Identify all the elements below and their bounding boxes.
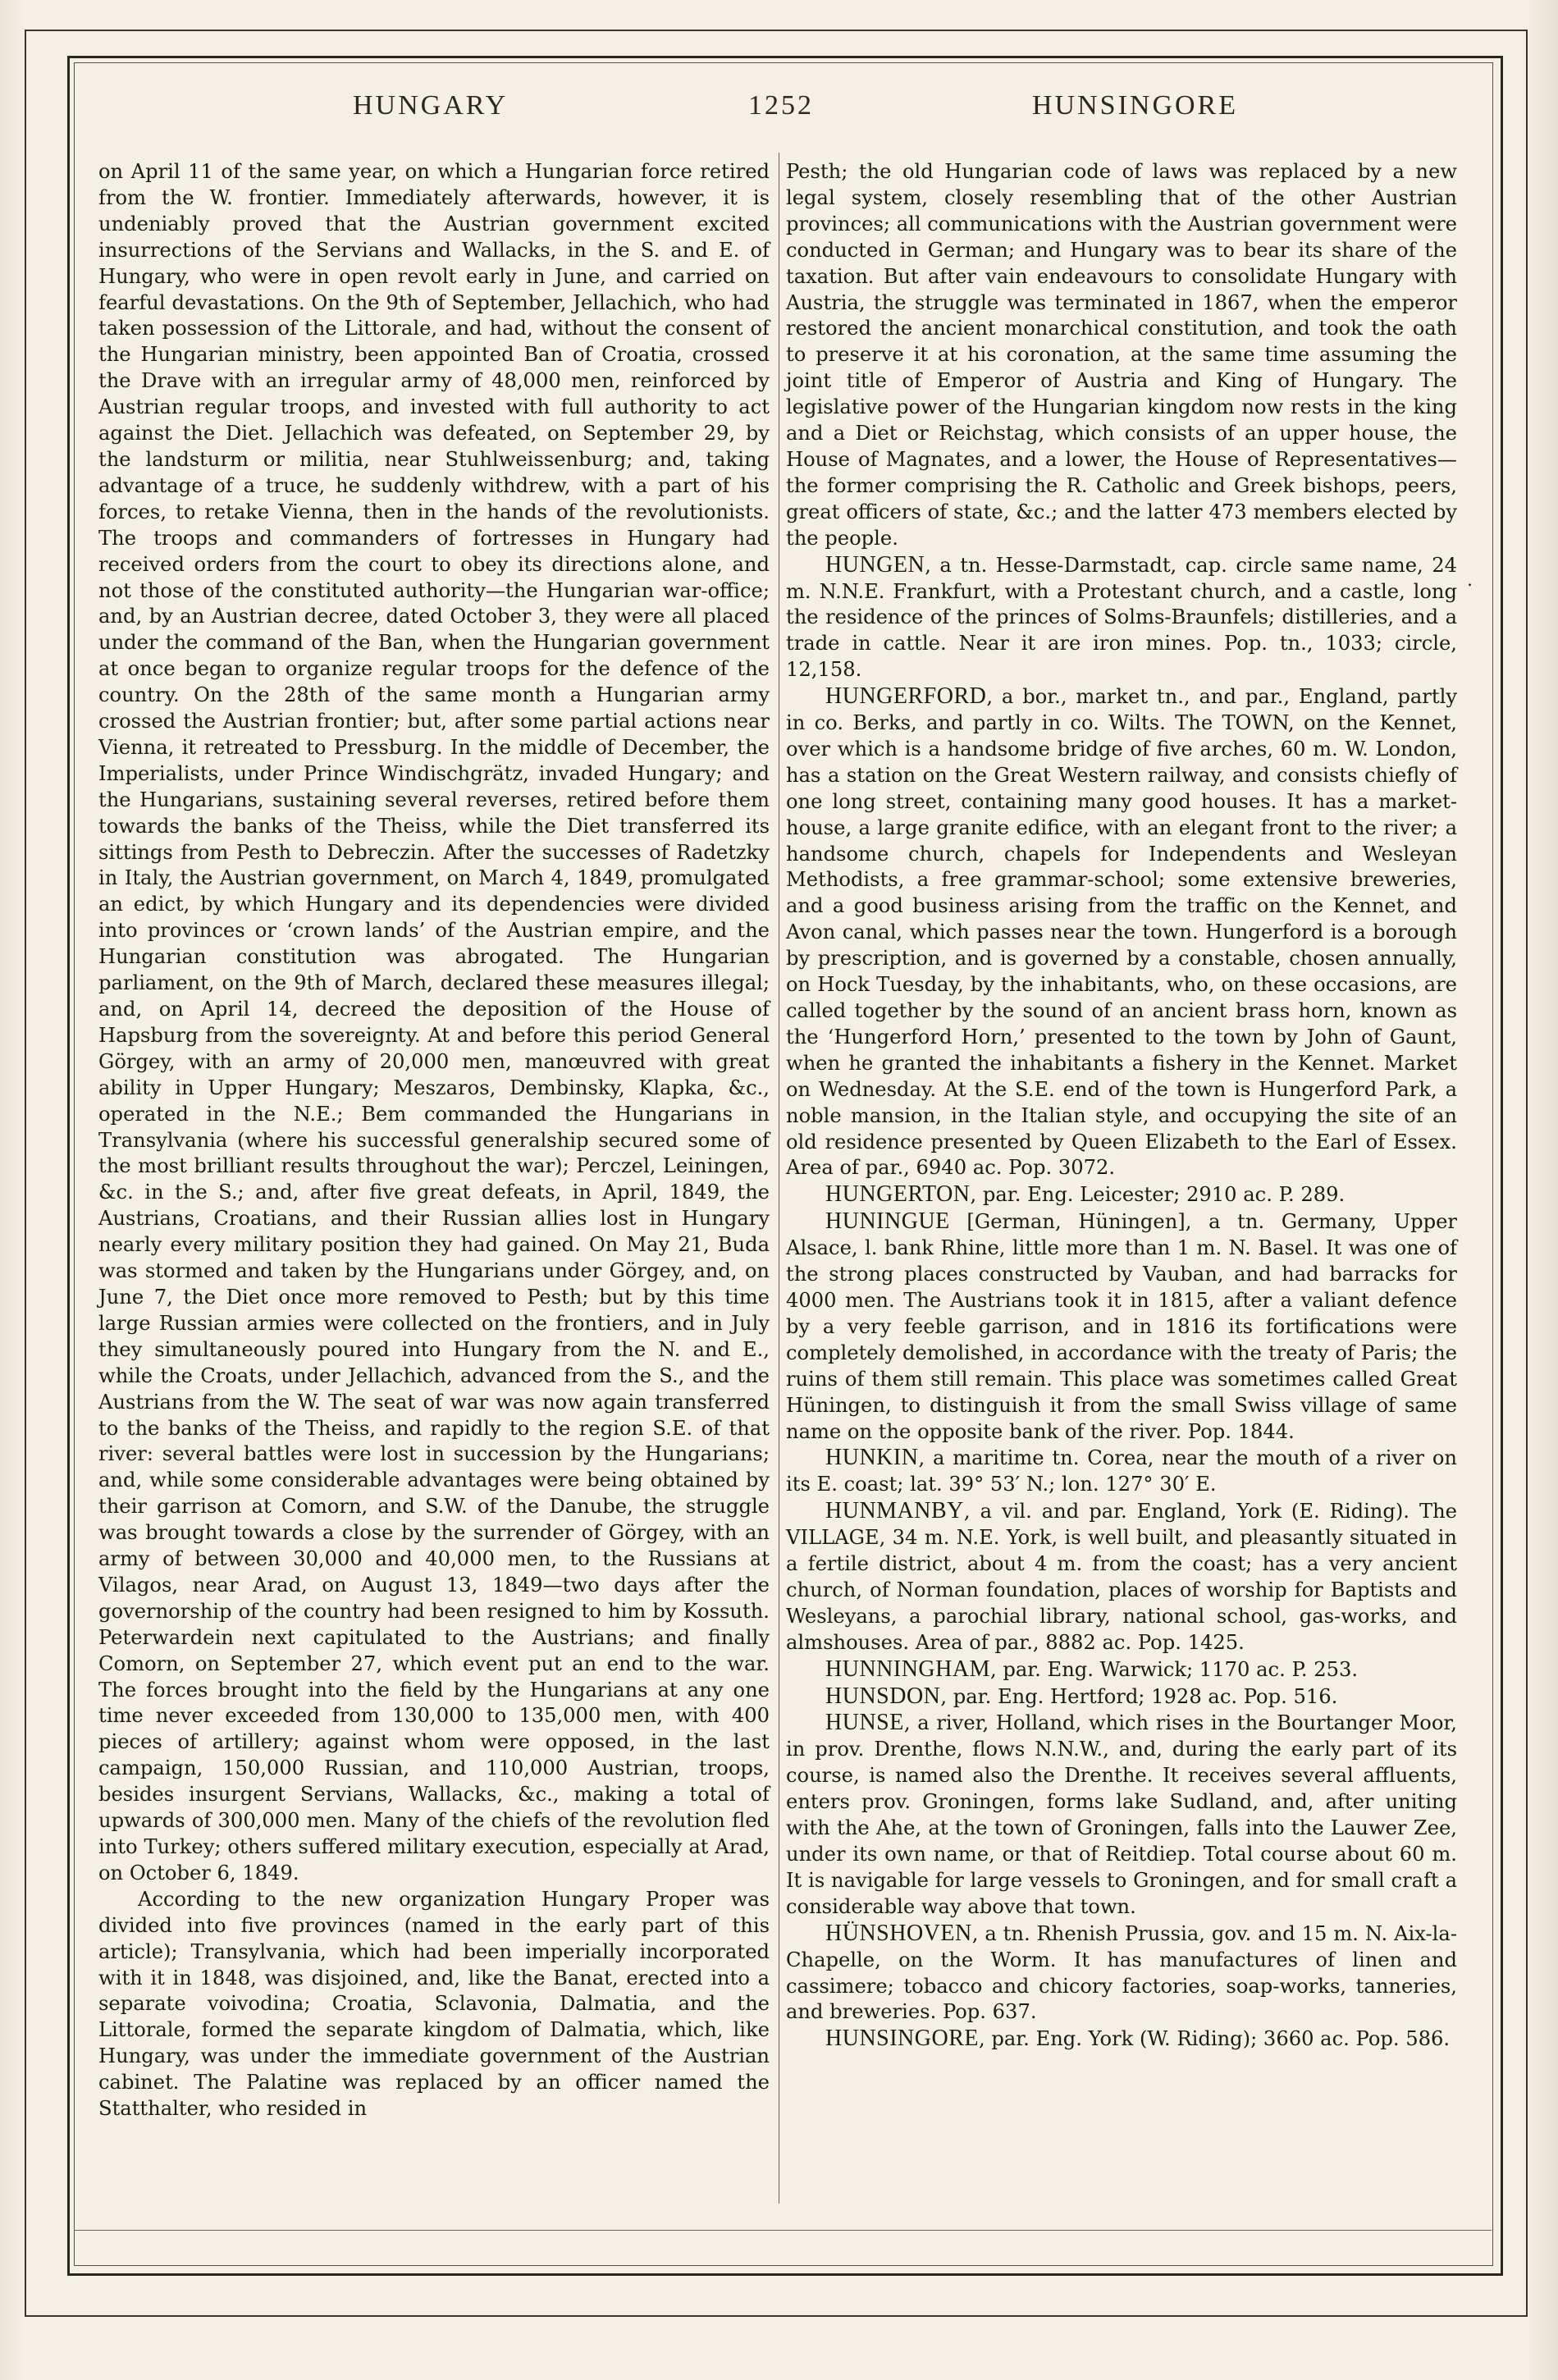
gazetteer-entry	[786, 2026, 1457, 2053]
paragraph: According to the new organization Hungary Proper was divided into five provinces (named in the early part of this article); Transylvania, which had been imperially incorporated with it in 1848, was disjoined, and, like the Banat, erected into a separate voivodina; Croatia, Sclavonia, Dalmatia, and the Littorale, formed the separate kingdom of Dalmatia, which, like Hungary, was under the immediate government of the Austrian cabinet. The Palatine was replaced by an officer named the Statthalter, who resided in	[98, 1887, 770, 2121]
gazetteer-entry	[786, 1683, 1457, 1711]
entry-text: , a river, Holland, which rises in the Bourtanger Moor, in prov. Drenthe, flows N.N.W., and, during the early part of its course, is named also the Drenthe. It receives several affluents, enters prov. Groningen, forms lake Sudland, and, after uniting with the Ahe, at the town of Groningen, falls into the Lauwer Zee, under its own name, or that of Reitdiep. Total course about 60 m. It is navigable for large vessels to Groningen, and for small craft a considerable way above that town.	[786, 1711, 1457, 1918]
entry-headword: HUNNINGHAM	[825, 1656, 990, 1682]
gazetteer-entry	[786, 683, 1457, 1181]
right-column	[786, 159, 1457, 2053]
entry-text: , par. Eng. Leicester; 2910 ac. P. 289.	[970, 1183, 1346, 1207]
bottom-rule	[74, 2230, 1492, 2231]
entry-text: [German, Hüningen], a tn. Germany, Upper Alsace, l. bank Rhine, little more than 1 m. N. Basel. It was one of the strong places constructed by Vauban, and had barracks for 4000 men. The Austrians took it in 1815, after a valiant defence by a very feeble garrison, and in 1816 its fortifications were completely demolished, in accordance with the treaty of Paris; the ruins of them still remain. This place was sometimes called Great Hüningen, to distinguish it from the small Swiss village of same name on the opposite bank of the river. Pop. 1844.	[786, 1210, 1457, 1443]
header-left-word: HUNGARY	[353, 90, 509, 121]
gazetteer-entry	[786, 1208, 1457, 1445]
entry-text: , par. Eng. Hertford; 1928 ac. Pop. 516.	[940, 1684, 1338, 1708]
entry-text: , a tn. Rhenish Prussia, gov. and 15 m. N. Aix-la-Chapelle, on the Worm. It has manufactures of linen and cassimere; tobacco and chicory factories, soap-works, tanneries, and breweries. Pop. 637.	[786, 1921, 1457, 2024]
entry-headword: HÜNSHOVEN	[825, 1920, 972, 1946]
entry-headword: HUNMANBY	[825, 1498, 964, 1524]
gazetteer-entry	[786, 1181, 1457, 1208]
entry-headword: HUNINGUE	[825, 1208, 950, 1235]
left-column	[98, 159, 770, 2122]
page-number: 1252	[748, 90, 814, 121]
entry-text: , a vil. and par. England, York (E. Riding). The VILLAGE, 34 m. N.E. York, is well built, and pleasantly situated in a fertile district, about 4 m. from the coast; has a very ancient church, of Norman foundation, places of worship for Baptists and Wesleyans, a parochial library, national school, gas-works, and almshouses. Area of par., 8882 ac. Pop. 1425.	[786, 1500, 1457, 1654]
gazetteer-entry	[786, 1498, 1457, 1656]
entry-text: , a tn. Hesse-Darmstadt, cap. circle same name, 24 m. N.N.E. Frankfurt, with a Protestant church, and a castle, long the residence of the princes of Solms-Braunfels; distilleries, and a trade in cattle. Near it are iron mines. Pop. tn., 1033; circle, 12,158.	[786, 553, 1457, 682]
running-header	[74, 90, 1492, 131]
gazetteer-entry	[786, 552, 1457, 684]
margin-mark: .	[1467, 570, 1473, 591]
entry-headword: HUNSE	[825, 1710, 904, 1736]
continuation-paragraph: Pesth; the old Hungarian code of laws was replaced by a new legal system, closely resembling that of the other Austrian provinces; all communications with the Austrian government were conducted in German; and Hungary was to bear its share of the taxation. But after vain endeavours to consolidate Hungary with Austria, the struggle was terminated in 1867, when the emperor restored the ancient monarchical constitution, and took the oath to preserve it at his coronation, at the same time assuming the joint title of Emperor of Austria and King of Hungary. The legislative power of the Hungarian kingdom now rests in the king and a Diet or Reichstag, which consists of an upper house, the House of Magnates, and a lower, the House of Representatives—the former comprising the R. Catholic and Greek bishops, peers, great officers of state, &c.; and the latter 473 members elected by the people.	[786, 160, 1457, 550]
entry-text: , a maritime tn. Corea, near the mouth of a river on its E. coast; lat. 39° 53′ N.; lon. 127° 30′ E.	[786, 1446, 1457, 1496]
gazetteer-entry	[786, 1656, 1457, 1683]
entry-headword: HUNSINGORE	[825, 2026, 979, 2052]
header-right-word: HUNSINGORE	[1032, 90, 1238, 121]
entry-text: , a bor., market tn., and par., England, partly in co. Berks, and partly in co. Wilts. The TOWN, on the Kennet, over which is a handsome bridge of five arches, 60 m. W. London, has a station on the Great Western railway, and consists chiefly of one long street, containing many good houses. It has a market-house, a large granite edifice, with an elegant front to the river; a handsome church, chapels for Independents and Wesleyan Methodists, a free grammar-school; some extensive breweries, and a good business arising from the traffic on the Kennet, and Avon canal, which passes near the town. Hungerford is a borough by prescription, and is governed by a constable, chosen annually, on Hock Tuesday, by the inhabitants, who, on these occasions, are called together by the sound of an ancient brass horn, known as the ‘Hungerford Horn,’ presented to the town by John of Gaunt, when he granted the inhabitants a fishery in the Kennet. Market on Wednesday. At the S.E. end of the town is Hungerford Park, a noble mansion, in the Italian style, and occupying the site of an old residence presented by Queen Elizabeth to the Earl of Essex. Area of par., 6940 ac. Pop. 3072.	[786, 685, 1457, 1180]
entry-headword: HUNGERTON	[825, 1181, 971, 1208]
entry-headword: HUNGERFORD	[825, 683, 987, 710]
entry-headword: HUNSDON	[825, 1683, 941, 1709]
entry-headword: HUNGEN	[825, 551, 925, 578]
entry-text: , par. Eng. York (W. Riding); 3660 ac. Pop. 586.	[979, 2027, 1451, 2051]
gazetteer-entry	[786, 1921, 1457, 2026]
entry-text: , par. Eng. Warwick; 1170 ac. P. 253.	[990, 1657, 1359, 1681]
entry-headword: HUNKIN	[825, 1445, 919, 1471]
gazetteer-entry	[786, 1710, 1457, 1920]
paragraph: on April 11 of the same year, on which a Hungarian force retired from the W. frontier. Immediately afterwards, however, it is undeniably proved that the Austrian government excited insurrections of the Servians and Wallacks, in the S. and E. of Hungary, who were in open revolt early in June, and carried on fearful devastations. On the 9th of September, Jellachich, who had taken possession of the Littorale, and had, without the consent of the Hungarian ministry, been appointed Ban of Croatia, crossed the Drave with an irregular army of 48,000 men, reinforced by Austrian regular troops, and invested with full authority to act against the Diet. Jellachich was defeated, on September 29, by the landsturm or militia, near Stuhlweissenburg; and, taking advantage of a truce, he suddenly withdrew, with a part of his forces, to retake Vienna, then in the hands of the revolutionists. The troops and commanders of fortresses in Hungary had received orders from the court to obey its directions alone, and not those of the constituted authority—the Hungarian war-office; and, by an Austrian decree, dated October 3, they were all placed under the command of the Ban, when the Hungarian government at once began to organize regular troops for the defence of the country. On the 28th of the same month a Hungarian army crossed the Austrian frontier; but, after some partial actions near Vienna, it retreated to Pressburg. In the middle of December, the Imperialists, under Prince Windischgrätz, invaded Hungary; and the Hungarians, sustaining several reverses, retired before them towards the banks of the Theiss, while the Diet transferred its sittings from Pesth to Debreczin. After the successes of Radetzky in Italy, the Austrian government, on March 4, 1849, promulgated an edict, by which Hungary and its dependencies were divided into provinces or ‘crown lands’ of the Austrian empire, and the Hungarian constitution was abrogated. The Hungarian parliament, on the 9th of March, declared these measures illegal; and, on April 14, decreed the deposition of the House of Hapsburg from the sovereignty. At and before this period General Görgey, with an army of 20,000 men, manœuvred with great ability in Upper Hungary; Meszaros, Dembinsky, Klapka, &c., operated in the N.E.; Bem commanded the Hungarians in Transylvania (where his successful generalship secured some of the most brilliant results throughout the war); Perczel, Leiningen, &c. in the S.; and, after five great defeats, in April, 1849, the Austrians, Croatians, and their Russian allies lost in Hungary nearly every military position they had gained. On May 21, Buda was stormed and taken by the Hungarians under Görgey, and, on June 7, the Diet once more removed to Pesth; but by this time large Russian armies were collected on the frontiers, and in July they simultaneously poured into Hungary from the N. and E., while the Croats, under Jellachich, advanced from the S., and the Austrians from the W. The seat of war was now again transferred to the banks of the Theiss, and rapidly to the region S.E. of that river: several battles were lost in succession by the Hungarians; and, while some considerable advantages were being obtained by their garrison at Comorn, and S.W. of the Danube, the struggle was brought towards a close by the surrender of Görgey, with an army of between 30,000 and 40,000 men, to the Russians at Vilagos, near Arad, on August 13, 1849—two days after the governorship of the country had been resigned to him by Kossuth. Peterwardein next capitulated to the Austrians; and finally Comorn, on September 27, which event put an end to the war. The forces brought into the field by the Hungarians at any one time never exceeded from 130,000 to 135,000 men, with 400 pieces of artillery; against whom were opposed, in the last campaign, 150,000 Russian, and 110,000 Austrian, troops, besides insurgent Servians, Wallacks, &c., making a total of upwards of 300,000 men. Many of the chiefs of the revolution fled into Turkey; others suffered military execution, especially at Arad, on October 6, 1849.	[98, 160, 770, 1884]
gazetteer-entry	[786, 1445, 1457, 1498]
